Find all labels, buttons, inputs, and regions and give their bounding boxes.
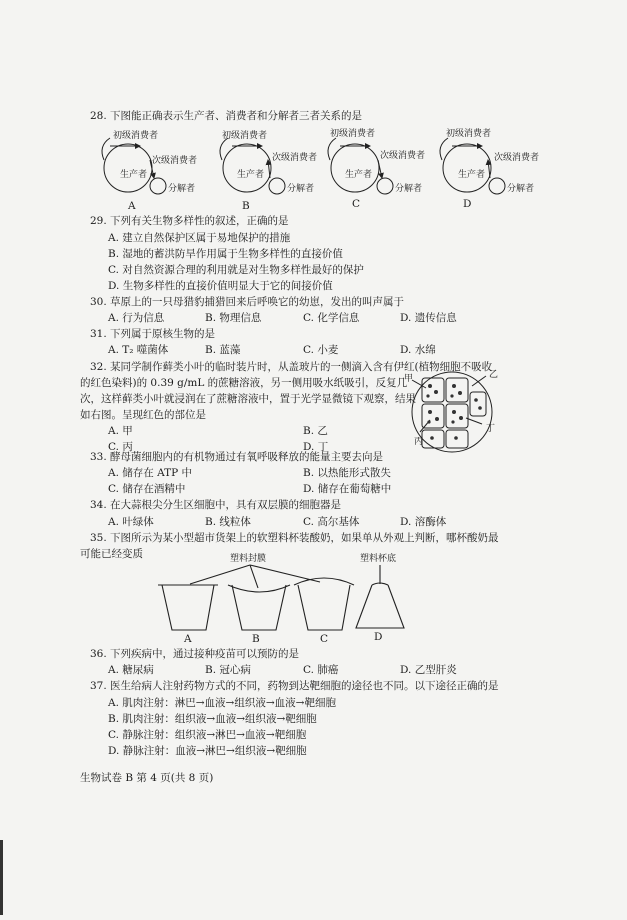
q33-option-a: A. 储存在 ATP 中 bbox=[108, 467, 193, 479]
q37-option-a: A. 肌肉注射：淋巴→血液→组织液→血液→靶细胞 bbox=[108, 697, 336, 709]
q28-d-decomposer: 分解者 bbox=[507, 184, 535, 194]
q29-option-b: B. 湿地的蓄洪防旱作用属于生物多样性的直接价值 bbox=[108, 248, 343, 260]
q33-option-b: B. 以热能形式散失 bbox=[303, 467, 391, 479]
q28-c-primary: 初级消费者 bbox=[330, 129, 376, 139]
q32-option-b: B. 乙 bbox=[303, 425, 328, 437]
q32-label-ding: 丁 bbox=[486, 424, 496, 434]
q30-stem: 30. 草原上的一只母猎豹捕猎回来后呼唤它的幼崽，发出的叫声属于 bbox=[90, 296, 405, 308]
scan-edge-mark bbox=[0, 840, 3, 915]
q36-option-d: D. 乙型肝炎 bbox=[400, 664, 457, 676]
q32-label-bing: 丙 bbox=[414, 437, 424, 447]
q35-letter-d: D bbox=[374, 631, 383, 643]
q28-d-secondary: 次级消费者 bbox=[494, 153, 540, 163]
q28-a-primary: 初级消费者 bbox=[113, 131, 159, 141]
q30-option-a: A. 行为信息 bbox=[108, 312, 165, 324]
q35-letter-a: A bbox=[184, 633, 192, 645]
q34-option-d: D. 溶酶体 bbox=[400, 516, 447, 528]
q31-option-b: B. 蓝藻 bbox=[205, 344, 241, 356]
q32-option-c: C. 丙 bbox=[108, 441, 133, 453]
q28-stem: 28. 下图能正确表示生产者、消费者和分解者三者关系的是 bbox=[90, 110, 363, 122]
q34-option-c: C. 高尔基体 bbox=[303, 516, 360, 528]
q32-stem-line-4: 如右图。呈现红色的部位是 bbox=[80, 409, 206, 421]
q34-option-a: A. 叶绿体 bbox=[108, 516, 154, 528]
q35-letter-c: C bbox=[320, 633, 329, 645]
q28-b-producer: 生产者 bbox=[237, 170, 265, 180]
q32-option-d: D. 丁 bbox=[303, 441, 329, 453]
q30-option-b: B. 物理信息 bbox=[205, 312, 262, 324]
q36-option-c: C. 肺癌 bbox=[303, 664, 339, 676]
q28-letter-c: C bbox=[352, 198, 361, 210]
q29-option-d: D. 生物多样性的直接价值明显大于它的间接价值 bbox=[108, 280, 333, 292]
q32-stem-line-2: 的红色染料)的 0.39 g/mL 的蔗糖溶液，另一侧用吸水纸吸引，反复几 bbox=[80, 377, 408, 389]
q32-stem-line-1: 32. 某同学制作藓类小叶的临时装片时，从盖玻片的一侧滴入含有伊红(植物细胞不吸收 bbox=[90, 361, 493, 373]
q37-option-c: C. 静脉注射：组织液→淋巴→血液→靶细胞 bbox=[108, 729, 307, 741]
q35-film-label: 塑料封膜 bbox=[230, 554, 267, 564]
q28-letter-a: A bbox=[128, 200, 136, 212]
q29-stem: 29. 下列有关生物多样性的叙述，正确的是 bbox=[90, 215, 289, 227]
q28-a-decomposer: 分解者 bbox=[168, 184, 196, 194]
q32-label-yi: 乙 bbox=[489, 370, 499, 380]
q37-option-b: B. 肌肉注射：组织液→血液→组织液→靶细胞 bbox=[108, 713, 317, 725]
q33-option-c: C. 储存在酒精中 bbox=[108, 483, 186, 495]
q28-d-primary: 初级消费者 bbox=[446, 129, 492, 139]
q28-letter-d: D bbox=[463, 198, 472, 210]
q28-c-decomposer: 分解者 bbox=[395, 184, 423, 194]
q28-b-secondary: 次级消费者 bbox=[272, 153, 318, 163]
q28-d-producer: 生产者 bbox=[458, 170, 486, 180]
q31-option-c: C. 小麦 bbox=[303, 344, 339, 356]
q31-option-a: A. T₂ 噬菌体 bbox=[108, 344, 169, 356]
q32-label-jia: 甲 bbox=[404, 374, 414, 384]
q28-c-producer: 生产者 bbox=[345, 170, 373, 180]
q35-letter-b: B bbox=[252, 633, 260, 645]
q30-option-c: C. 化学信息 bbox=[303, 312, 360, 324]
q36-option-b: B. 冠心病 bbox=[205, 664, 251, 676]
q29-option-c: C. 对自然资源合理的利用就是对生物多样性最好的保护 bbox=[108, 264, 364, 276]
q29-option-a: A. 建立自然保护区属于易地保护的措施 bbox=[108, 232, 291, 244]
q33-stem: 33. 酵母菌细胞内的有机物通过有氧呼吸释放的能量主要去向是 bbox=[90, 451, 384, 463]
q37-option-d: D. 静脉注射：血液→淋巴→组织液→靶细胞 bbox=[108, 745, 307, 757]
page-footer: 生物试卷 B 第 4 页(共 8 页) bbox=[80, 772, 214, 784]
q36-option-a: A. 糖尿病 bbox=[108, 664, 154, 676]
q34-stem: 34. 在大蒜根尖分生区细胞中，具有双层膜的细胞器是 bbox=[90, 499, 342, 511]
q37-stem: 37. 医生给病人注射药物方式的不同，药物到达靶细胞的途径也不同。以下途径正确的是 bbox=[90, 680, 499, 692]
q31-option-d: D. 水绵 bbox=[400, 344, 436, 356]
q31-stem: 31. 下列属于原核生物的是 bbox=[90, 328, 216, 340]
q32-option-a: A. 甲 bbox=[108, 425, 133, 437]
q28-b-primary: 初级消费者 bbox=[222, 131, 268, 141]
q35-stem-line-1: 35. 下图所示为某小型超市货架上的软塑料杯装酸奶，如果单从外观上判断，哪杯酸奶最 bbox=[90, 532, 499, 544]
q28-a-secondary: 次级消费者 bbox=[152, 156, 198, 166]
q30-option-d: D. 遗传信息 bbox=[400, 312, 457, 324]
q28-a-producer: 生产者 bbox=[120, 170, 148, 180]
q35-stem-line-2: 可能已经变质 bbox=[80, 548, 143, 560]
q36-stem: 36. 下列疾病中，通过接种疫苗可以预防的是 bbox=[90, 648, 300, 660]
q35-bottom-label: 塑料杯底 bbox=[360, 554, 397, 564]
q34-option-b: B. 线粒体 bbox=[205, 516, 251, 528]
q32-stem-line-3: 次，这样藓类小叶就浸润在了蔗糖溶液中，置于光学显微镜下观察，结果 bbox=[80, 393, 416, 405]
q33-option-d: D. 储存在葡萄糖中 bbox=[303, 483, 392, 495]
q28-b-decomposer: 分解者 bbox=[287, 184, 315, 194]
q28-c-secondary: 次级消费者 bbox=[380, 151, 426, 161]
q28-letter-b: B bbox=[242, 200, 250, 212]
